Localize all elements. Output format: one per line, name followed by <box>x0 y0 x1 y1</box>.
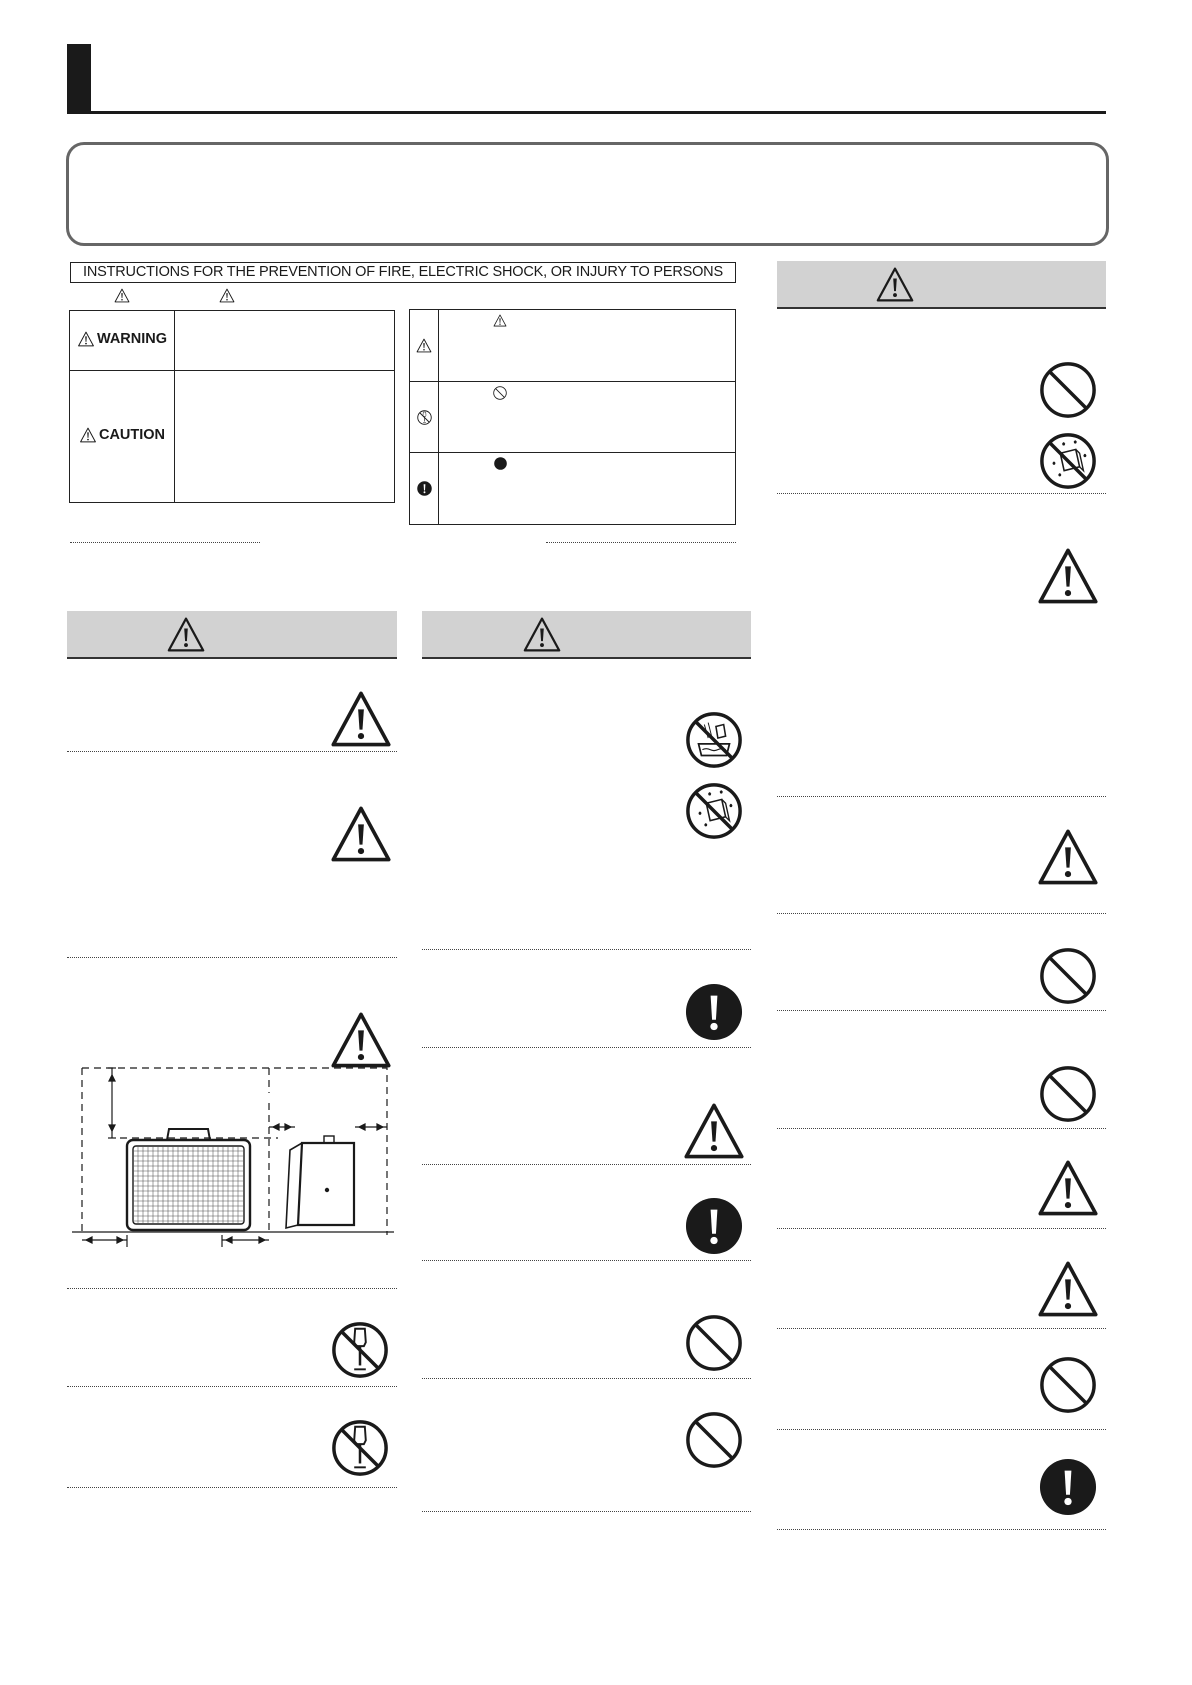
no-disassemble-icon <box>331 1419 389 1477</box>
filled-circle-icon <box>494 457 507 470</box>
prohibited-icon <box>1039 361 1097 419</box>
divider <box>422 1511 751 1512</box>
warning-label: WARNING <box>96 330 168 347</box>
prohibited-icon <box>1039 1356 1097 1414</box>
amplifier-clearance-diagram <box>72 1065 394 1250</box>
section-header-warning <box>67 611 397 659</box>
warning-triangle-icon <box>416 338 432 353</box>
divider <box>777 1328 1106 1329</box>
divider <box>67 957 397 958</box>
prohibited-icon <box>1039 947 1097 1005</box>
divider <box>777 1429 1106 1430</box>
divider <box>777 493 1106 494</box>
warning-triangle-icon <box>522 616 562 653</box>
warning-label-cell <box>70 311 175 371</box>
divider <box>777 913 1106 914</box>
warning-triangle-icon <box>329 1010 393 1070</box>
warning-caution-table <box>69 310 395 503</box>
warning-triangle-icon <box>875 266 915 303</box>
warning-triangle-icon <box>166 616 206 653</box>
no-wet-location-icon <box>1039 432 1097 490</box>
mandatory-action-icon <box>685 1197 743 1255</box>
divider <box>777 796 1106 797</box>
prohibited-icon <box>493 386 507 400</box>
symbol-cell <box>410 310 439 382</box>
mandatory-action-icon <box>685 983 743 1041</box>
divider <box>777 1128 1106 1129</box>
caution-label-cell <box>70 371 175 503</box>
prohibited-icon <box>685 1411 743 1469</box>
warning-triangle-icon <box>114 288 130 303</box>
divider <box>67 1288 397 1289</box>
intro-box <box>66 142 1109 246</box>
divider <box>777 1529 1106 1530</box>
warning-triangle-icon <box>79 427 97 443</box>
divider <box>70 542 260 543</box>
divider <box>422 949 751 950</box>
warning-triangle-icon <box>1036 827 1100 887</box>
caution-desc-cell <box>175 371 395 503</box>
title-underline <box>67 111 1106 114</box>
warning-triangle-icon <box>1036 546 1100 606</box>
warning-triangle-icon <box>1036 1158 1100 1218</box>
section-header-warning <box>422 611 751 659</box>
symbol-cell <box>410 382 439 453</box>
no-water-icon <box>685 711 743 769</box>
divider <box>67 751 397 752</box>
warning-triangle-icon <box>329 689 393 749</box>
warning-triangle-icon <box>493 314 507 327</box>
warning-triangle-icon <box>682 1101 746 1161</box>
divider <box>546 542 736 543</box>
section-header-warning <box>777 261 1106 309</box>
divider <box>422 1164 751 1165</box>
divider <box>67 1386 397 1387</box>
caution-label: CAUTION <box>98 426 166 443</box>
divider <box>777 1228 1106 1229</box>
symbols-table <box>409 309 736 525</box>
divider <box>777 1010 1106 1011</box>
no-wet-location-icon <box>685 782 743 840</box>
divider <box>422 1260 751 1261</box>
symbol-desc-cell <box>439 453 736 525</box>
mandatory-action-icon <box>417 481 432 496</box>
divider <box>422 1378 751 1379</box>
warning-desc-cell <box>175 311 395 371</box>
banner: INSTRUCTIONS FOR THE PREVENTION OF FIRE, ELECTRIC SHOCK, OR INJURY TO PERSONS <box>70 262 736 283</box>
warning-triangle-icon <box>219 288 235 303</box>
title-bar-marker <box>67 44 91 114</box>
no-disassemble-icon <box>417 410 432 425</box>
symbol-desc-cell <box>439 310 736 382</box>
warning-triangle-icon <box>77 331 95 347</box>
prohibited-icon <box>685 1314 743 1372</box>
divider <box>67 1487 397 1488</box>
prohibited-icon <box>1039 1065 1097 1123</box>
no-disassemble-icon <box>331 1321 389 1379</box>
symbol-cell <box>410 453 439 525</box>
mandatory-action-icon <box>1039 1458 1097 1516</box>
warning-triangle-icon <box>329 804 393 864</box>
symbol-desc-cell <box>439 382 736 453</box>
warning-triangle-icon <box>1036 1259 1100 1319</box>
divider <box>422 1047 751 1048</box>
